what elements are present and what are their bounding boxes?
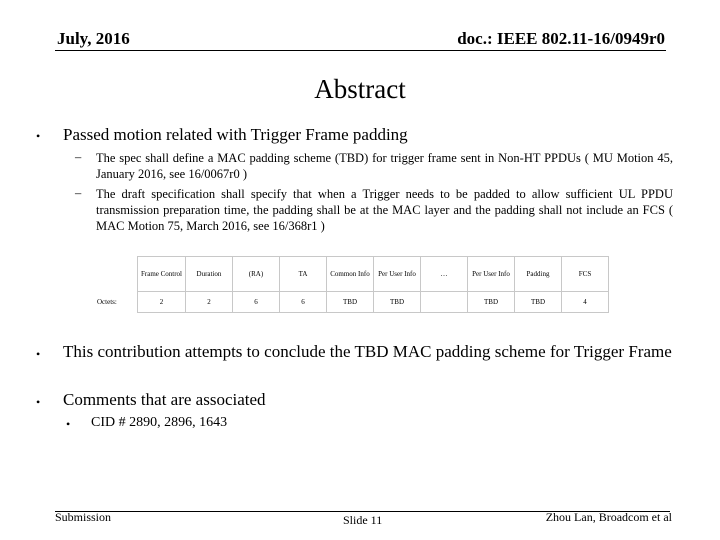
octets-value: 2	[186, 292, 233, 313]
octets-label: Octets:	[97, 298, 117, 306]
field-common-info: Common Info	[327, 257, 374, 292]
octets-value: TBD	[374, 292, 421, 313]
octets-value: 4	[562, 292, 609, 313]
dash-icon: –	[75, 186, 82, 200]
octets-value: TBD	[327, 292, 374, 313]
bullet-dot-icon: •	[36, 347, 41, 361]
octets-value: TBD	[468, 292, 515, 313]
octets-value: 6	[280, 292, 327, 313]
octets-value	[421, 292, 468, 313]
header-date: July, 2016	[57, 29, 130, 48]
bullet-2-text: This contribution attempts to conclude the TBD MAC padding scheme for Trigger Frame	[63, 342, 672, 361]
field-ta: TA	[280, 257, 327, 292]
dash-icon: –	[75, 150, 82, 164]
bullet-3-sub-text: CID # 2890, 2896, 1643	[91, 415, 228, 430]
field-ra: (RA)	[233, 257, 280, 292]
slide-title: Abstract	[314, 74, 406, 104]
table-row	[93, 257, 609, 292]
field-per-user-info: Per User Info	[374, 257, 421, 292]
field-padding: Padding	[515, 257, 562, 292]
footer-submission: Submission	[55, 510, 112, 524]
sub-item-1: The spec shall define a MAC padding scheme (TBD) for trigger frame sent in Non-HT PPDUs ( MU Motion 45, January 2016, see 16/0067r0 )	[96, 151, 673, 181]
table-row	[93, 292, 609, 313]
header-doc-id: doc.: IEEE 802.11-16/0949r0	[457, 29, 665, 48]
octets-value: TBD	[515, 292, 562, 313]
octets-value: 6	[233, 292, 280, 313]
trigger-frame-format-table	[93, 256, 609, 313]
footer-slide-number: Slide 11	[343, 513, 383, 527]
bullet-dot-icon: •	[36, 395, 41, 409]
field-fcs: FCS	[562, 257, 609, 292]
octets-value: 2	[138, 292, 186, 313]
field-ellipsis: …	[421, 257, 468, 292]
field-per-user-info: Per User Info	[468, 257, 515, 292]
table-corner-cell	[93, 257, 138, 292]
bullet-dot-icon: •	[66, 417, 71, 431]
field-duration: Duration	[186, 257, 233, 292]
field-frame-control: Frame Control	[138, 257, 186, 292]
bullet-dot-icon: •	[36, 129, 41, 143]
header-divider	[55, 50, 666, 51]
bullet-3-text: Comments that are associated	[63, 390, 266, 409]
bullet-1-text: Passed motion related with Trigger Frame padding	[63, 125, 408, 144]
sub-item-2: The draft specification shall specify that when a Trigger needs to be padded to allow sufficient UL PPDU transmission preparation time, the padding shall be at the MAC layer and the padding shall not include an FCS ( MAC Motion 75, March 2016, see 16/368r1 )	[96, 187, 673, 233]
footer-author: Zhou Lan, Broadcom et al	[545, 510, 672, 524]
